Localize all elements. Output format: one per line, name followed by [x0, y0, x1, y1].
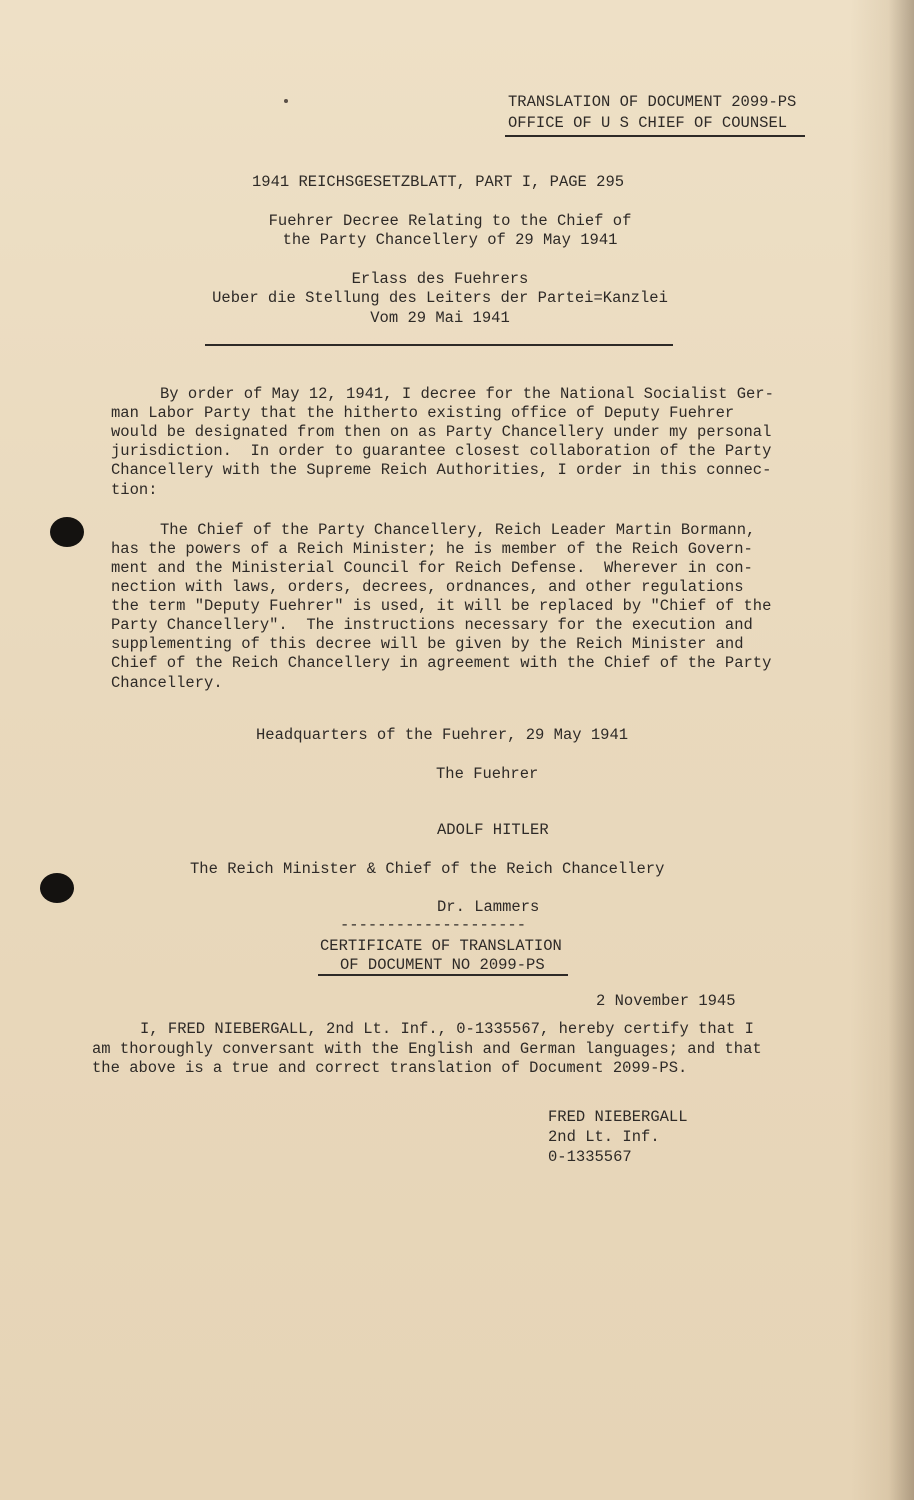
paragraph-1-line: would be designated from then on as Party Chancellery under my personal	[111, 423, 772, 441]
page-edge-shadow	[850, 0, 914, 1500]
title-en-line-2: the Party Chancellery of 29 May 1941	[282, 231, 618, 249]
paragraph-2-line: Chief of the Reich Chancellery in agreement with the Chief of the Party	[111, 654, 772, 672]
certificate-underline	[318, 974, 568, 976]
certifier-serial: 0-1335567	[548, 1148, 632, 1166]
certificate-divider: --------------------	[340, 916, 527, 934]
certificate-body-line: am thoroughly conversant with the English and German languages; and that	[92, 1040, 762, 1058]
punch-hole-lower	[40, 873, 74, 903]
paragraph-2-line: Party Chancellery". The instructions necessary for the execution and	[111, 616, 753, 634]
paper-speck	[284, 99, 288, 103]
paragraph-1-line: jurisdiction. In order to guarantee closest collaboration of the Party	[111, 442, 772, 460]
certificate-body-line: the above is a true and correct translation of Document 2099-PS.	[92, 1059, 688, 1077]
paragraph-1-line: By order of May 12, 1941, I decree for the National Socialist Ger-	[160, 385, 774, 403]
paragraph-2-line: the term "Deputy Fuehrer" is used, it will be replaced by "Chief of the	[111, 597, 772, 615]
paragraph-2-line: supplementing of this decree will be given by the Reich Minister and	[111, 635, 744, 653]
certificate-document-number: OF DOCUMENT NO 2099-PS	[340, 956, 545, 974]
headquarters-date: Headquarters of the Fuehrer, 29 May 1941	[256, 726, 629, 744]
paragraph-1-line: man Labor Party that the hitherto existing office of Deputy Fuehrer	[111, 404, 735, 422]
title-en-line-1: Fuehrer Decree Relating to the Chief of	[268, 212, 632, 230]
minister-name: Dr. Lammers	[437, 898, 540, 916]
paragraph-2-line: ment and the Ministerial Council for Reich Defense. Wherever in con-	[111, 559, 753, 577]
title-de-line-3: Vom 29 Mai 1941	[370, 309, 510, 327]
the-fuehrer-label: The Fuehrer	[436, 765, 539, 783]
header-underline	[505, 135, 805, 137]
certificate-body-line: I, FRED NIEBERGALL, 2nd Lt. Inf., 0-1335567, hereby certify that I	[140, 1020, 754, 1038]
paragraph-2-line: The Chief of the Party Chancellery, Reich Leader Martin Bormann,	[160, 521, 756, 539]
certificate-title: CERTIFICATE OF TRANSLATION	[320, 937, 562, 955]
signatory-name: ADOLF HITLER	[437, 821, 549, 839]
title-de-line-2: Ueber die Stellung des Leiters der Partei=Kanzlei	[212, 289, 668, 307]
paragraph-1-line: Chancellery with the Supreme Reich Authorities, I order in this connec-	[111, 461, 772, 479]
title-de-line-1: Erlass des Fuehrers	[351, 270, 529, 288]
paragraph-1-line: tion:	[111, 481, 158, 499]
certificate-date: 2 November 1945	[596, 992, 736, 1010]
reich-minister-title: The Reich Minister & Chief of the Reich Chancellery	[190, 860, 665, 878]
header-office-line: OFFICE OF U S CHIEF OF COUNSEL	[508, 114, 788, 132]
punch-hole-upper	[50, 517, 84, 547]
certifier-rank: 2nd Lt. Inf.	[548, 1128, 660, 1146]
paragraph-2-line: nection with laws, orders, decrees, ordnances, and other regulations	[111, 578, 744, 596]
paragraph-2-line: has the powers of a Reich Minister; he is member of the Reich Govern-	[111, 540, 753, 558]
certifier-name: FRED NIEBERGALL	[548, 1108, 688, 1126]
source-citation: 1941 REICHSGESETZBLATT, PART I, PAGE 295	[252, 173, 625, 191]
header-translation-line: TRANSLATION OF DOCUMENT 2099-PS	[508, 93, 797, 111]
title-divider	[205, 344, 673, 346]
paragraph-2-line: Chancellery.	[111, 674, 223, 692]
